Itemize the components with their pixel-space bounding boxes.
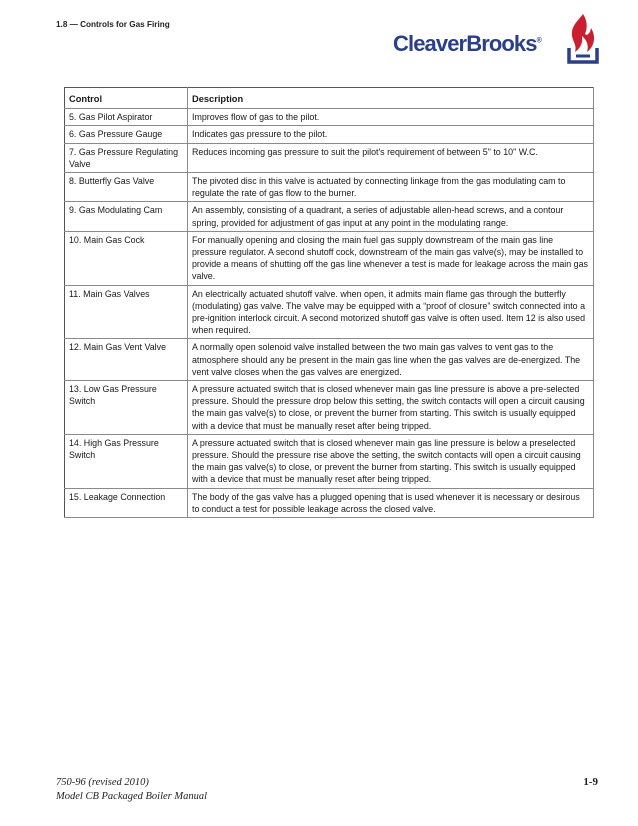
description-cell: An electrically actuated shutoff valve. when open, it admits main flame gas through the butterfly (modulating) gas valve. The valve may be equipped with a “proof of closure” switch connected into a pre-ignition interlock circuit. A second motorized shutoff gas valve is often used. Item 12 is also used when required. <box>188 285 594 339</box>
table-row <box>65 143 594 172</box>
column-header-description: Description <box>188 88 594 109</box>
section-title: 1.8 — Controls for Gas Firing <box>56 20 170 29</box>
table-row <box>65 173 594 202</box>
control-cell: 14. High Gas Pressure Switch <box>65 434 188 488</box>
footer-document-info <box>56 776 207 804</box>
control-cell: 11. Main Gas Valves <box>65 285 188 339</box>
column-header-control: Control <box>65 88 188 109</box>
control-cell: 8. Butterfly Gas Valve <box>65 173 188 202</box>
table-header-row <box>65 88 594 109</box>
description-cell: A pressure actuated switch that is closed whenever main gas line pressure is above a pre-selected pressure. Should the pressure drop below this setting, the switch contacts will open a circuit causing the main gas valve(s) to close, or prevent the burner from starting. This switch is usually equipped with a device that must be manually reset after being tripped. <box>188 381 594 435</box>
table-row <box>65 231 594 285</box>
flame-icon <box>563 12 603 64</box>
control-cell: 9. Gas Modulating Cam <box>65 202 188 231</box>
table-row <box>65 285 594 339</box>
description-cell: A normally open solenoid valve installed between the two main gas valves to vent gas to the atmosphere should any be present in the main gas line when the gas valves are de-energized. The vent valve closes when the gas valves are energized. <box>188 339 594 381</box>
table-row <box>65 109 594 126</box>
description-cell: The pivoted disc in this valve is actuated by connecting linkage from the gas modulating cam to regulate the rate of gas flow to the burner. <box>188 173 594 202</box>
table-row <box>65 126 594 143</box>
table-row <box>65 381 594 435</box>
control-cell: 6. Gas Pressure Gauge <box>65 126 188 143</box>
control-cell: 7. Gas Pressure Regulating Valve <box>65 143 188 172</box>
control-cell: 12. Main Gas Vent Valve <box>65 339 188 381</box>
description-cell: An assembly, consisting of a quadrant, a series of adjustable allen-head screws, and a contour spring, provided for adjustment of gas input at any point in the modulating range. <box>188 202 594 231</box>
page-number: 1-9 <box>583 776 598 788</box>
description-cell: Improves flow of gas to the pilot. <box>188 109 594 126</box>
control-cell: 13. Low Gas Pressure Switch <box>65 381 188 435</box>
description-cell: The body of the gas valve has a plugged opening that is used whenever it is necessary or desirous to conduct a test for possible leakage across the closed valve. <box>188 488 594 517</box>
document-number: 750-96 (revised 2010) <box>56 777 149 788</box>
manual-title: Model CB Packaged Boiler Manual <box>56 791 208 802</box>
table-row <box>65 339 594 381</box>
control-cell: 15. Leakage Connection <box>65 488 188 517</box>
description-cell: Reduces incoming gas pressure to suit the pilot's requirement of between 5" to 10" W.C. <box>188 143 594 172</box>
control-cell: 5. Gas Pilot Aspirator <box>65 109 188 126</box>
description-cell: A pressure actuated switch that is closed whenever main gas line pressure is below a preselected pressure. Should the pressure rise above the setting, the switch contacts will open a circuit causing the main gas valve(s) to close, or prevent the burner from starting. This switch is usually equipped with a device that must be manually reset after being tripped. <box>188 434 594 488</box>
table-row <box>65 488 594 517</box>
description-cell: Indicates gas pressure to the pilot. <box>188 126 594 143</box>
control-cell: 10. Main Gas Cock <box>65 231 188 285</box>
gas-controls-table <box>64 87 594 518</box>
table-row <box>65 434 594 488</box>
table-row <box>65 202 594 231</box>
logo-wordmark: CleaverBrooks® <box>393 31 541 56</box>
cleaver-brooks-logo <box>393 12 605 64</box>
description-cell: For manually opening and closing the main fuel gas supply downstream of the main gas line pressure regulator. A second shutoff cock, downstream of the main gas valve(s), may be installed to provide a means of shutting off the gas line whenever a test is made for leakage across the main gas valve. <box>188 231 594 285</box>
